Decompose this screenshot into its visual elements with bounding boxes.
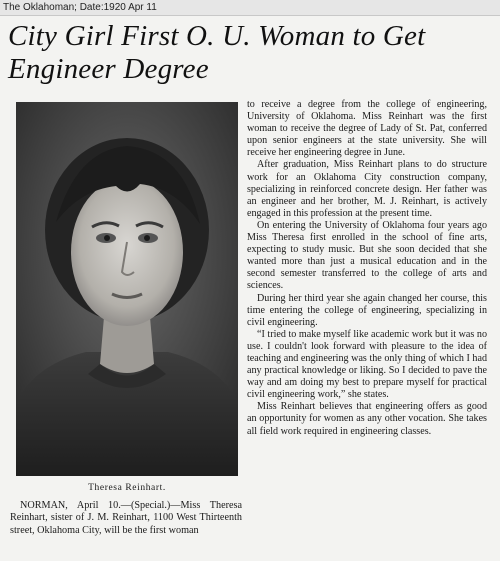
body-paragraph: Miss Reinhart believes that engineering offers as good an opportunity for women as any other vocation. She takes all field work required in engineering classes. (247, 401, 487, 437)
body-paragraph: During her third year she again changed her course, this time entering the college of engineering, specializing in civil engineering. (247, 292, 487, 328)
body-paragraph: to receive a degree from the college of engineering, University of Oklahoma. Miss Reinhart was the first woman to receive the degree of Lady of St. Pat, conferred upon senior engineers at the state university. She will receive her engineering degree in June. (247, 99, 487, 159)
body-paragraph: After graduation, Miss Reinhart plans to do structure work for an Oklahoma City construction company, specializing in reinforced concrete design. Her father was an engineer and her brother, M. J. Reinhart, is actively engaged in this profession at the present time. (247, 159, 487, 219)
intro-text: NORMAN, April 10.—(Special.)—Miss Theresa Reinhart, sister of J. M. Reinhart, 1100 West Thirteenth street, Oklahoma City, will be the first woman (10, 500, 242, 536)
headline-line-1: City Girl First O. U. Woman to Get (8, 20, 426, 52)
headline (8, 20, 493, 86)
photo-caption: Theresa Reinhart. (88, 483, 166, 493)
source-date-bar (0, 0, 500, 16)
portrait-illustration (16, 102, 238, 476)
body-paragraph: “I tried to make myself like academic work but it was no use. I couldn't look forward with pleasure to the idea of teaching and engineering was the only thing of which I had any practical knowledge or liking. So I decided to pave the way and am doing my best to prepare myself for practical civil engineering work,” she states. (247, 328, 487, 401)
body-paragraph: On entering the University of Oklahoma four years ago Miss Theresa first enrolled in the school of fine arts, expecting to study music. But she soon decided that she wanted more than just a musical education and in the second semester transferred to the college of arts and sciences. (247, 219, 487, 292)
portrait-photo (16, 102, 238, 476)
headline-line-2: Engineer Degree (8, 53, 209, 85)
intro-paragraph (10, 500, 242, 537)
article-body (247, 99, 487, 438)
source-line: The Oklahoman; Date:1920 Apr 11 (3, 2, 157, 13)
